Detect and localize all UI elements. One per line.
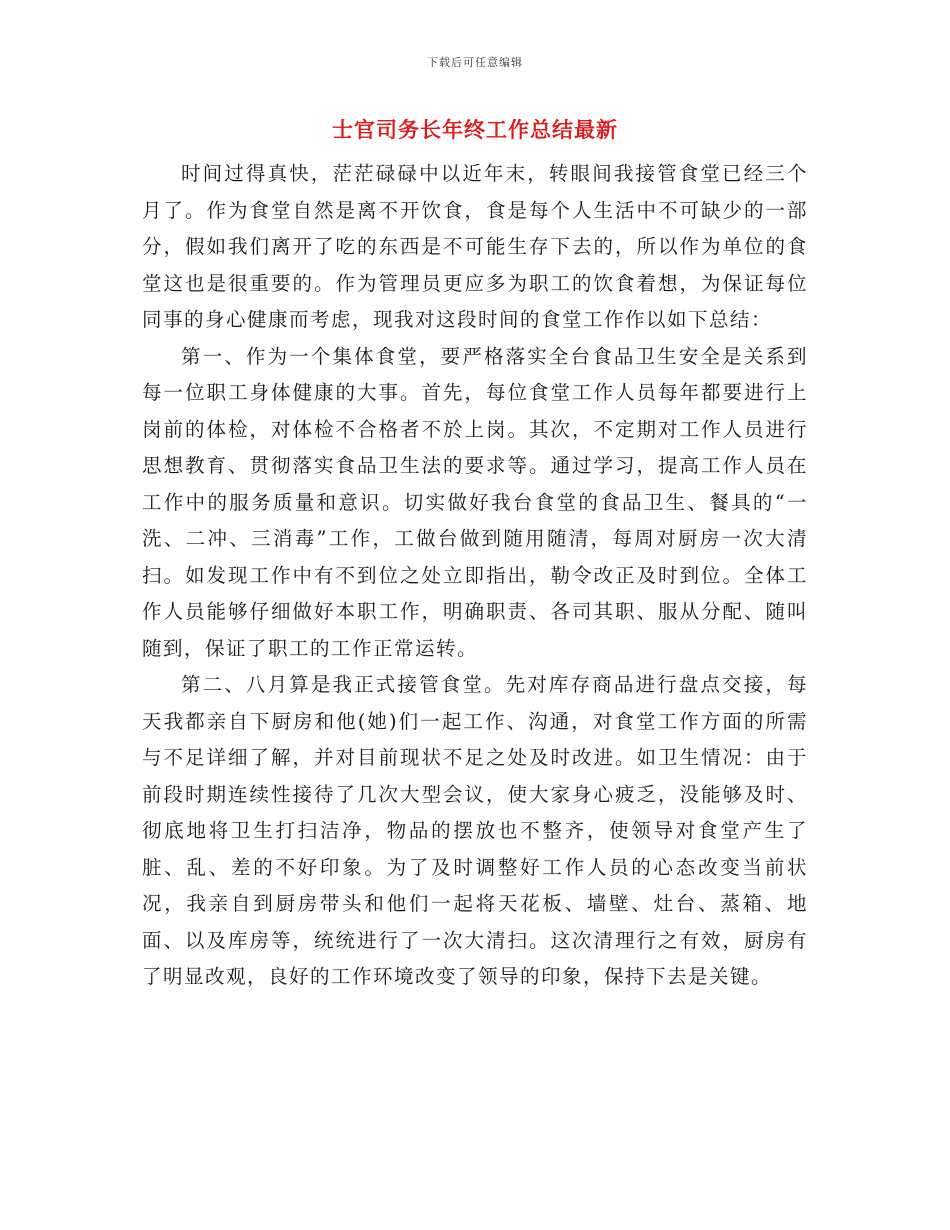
document-body: [142, 156, 808, 996]
paragraph-first: 第一、作为一个集体食堂，要严格落实全台食品卫生安全是关系到每一位职工身体健康的大事。首先，每位食堂工作人员每年都要进行上岗前的体检，对体检不合格者不於上岗。其次，不定期对工作人员进行思想教育、贯彻落实食品卫生法的要求等。通过学习，提高工作人员在工作中的服务质量和意识。切实做好我台食堂的食品卫生、餐具的“一洗、二冲、三消毒”工作，工做台做到随用随清，每周对厨房一次大清扫。如发现工作中有不到位之处立即指出，勒令改正及时到位。全体工作人员能够仔细做好本职工作，明确职责、各司其职、服从分配、随叫随到，保证了职工的工作正常运转。: [142, 344, 808, 660]
document-title: 士官司务长年终工作总结最新: [332, 117, 618, 142]
header-note: 下载后可任意编辑: [427, 56, 523, 69]
paragraph-second: 第二、八月算是我正式接管食堂。先对库存商品进行盘点交接，每天我都亲自下厨房和他(她)们一起工作、沟通，对食堂工作方面的所需与不足详细了解，并对目前现状不足之处及时改进。如卫生情况：由于前段时期连续性接待了几次大型会议，使大家身心疲乏，没能够及时、彻底地将卫生打扫洁净，物品的摆放也不整齐，使领导对食堂产生了脏、乱、差的不好印象。为了及时调整好工作人员的心态改变当前状况，我亲自到厨房带头和他们一起将天花板、墙壁、灶台、蒸箱、地面、以及库房等，统统进行了一次大清扫。这次清理行之有效，厨房有了明显改观，良好的工作环境改变了领导的印象，保持下去是关键。: [142, 673, 808, 988]
paragraph-intro: 时间过得真快，茫茫碌碌中以近年末，转眼间我接管食堂已经三个月了。作为食堂自然是离不开饮食，食是每个人生活中不可缺少的一部分，假如我们离开了吃的东西是不可能生存下去的，所以作为单位的食堂这也是很重要的。作为管理员更应多为职工的饮食着想，为保证每位同事的身心健康而考虑，现我对这段时间的食堂工作作以如下总结：: [142, 162, 808, 331]
